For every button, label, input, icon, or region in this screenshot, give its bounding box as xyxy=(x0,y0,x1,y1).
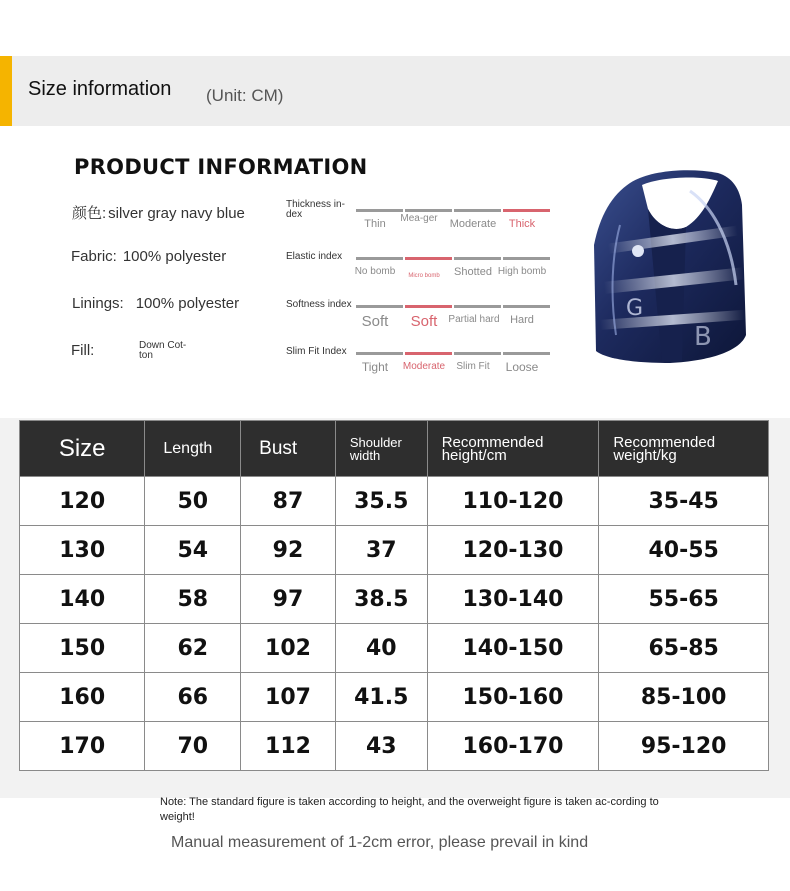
cell-recommended-weight: 85-100 xyxy=(599,673,769,722)
cell-recommended-height: 160-170 xyxy=(427,722,599,771)
measurement-disclaimer: Manual measurement of 1-2cm error, please prevail in kind xyxy=(171,834,589,851)
cell-size: 140 xyxy=(20,575,145,624)
cell-shoulder-width: 41.5 xyxy=(335,673,427,722)
thickness-index-scale xyxy=(286,199,556,246)
attribute-value: Down Cot-ton xyxy=(139,340,187,361)
attribute-fill xyxy=(71,340,187,361)
header-size: Size xyxy=(20,421,145,477)
scale-option: Tight xyxy=(361,360,389,374)
header-recommended-height xyxy=(427,421,599,477)
scale-option: Hard xyxy=(510,314,534,326)
header-length: Length xyxy=(145,421,241,477)
cell-shoulder-width: 40 xyxy=(335,624,427,673)
attribute-key: Fill: xyxy=(71,342,95,359)
softness-index-scale xyxy=(286,299,556,342)
scale-option: Partial hard xyxy=(448,314,500,325)
scale-label: Softness index xyxy=(286,299,352,310)
cell-length: 50 xyxy=(145,477,241,526)
cell-size: 160 xyxy=(20,673,145,722)
scale-segment xyxy=(454,305,501,308)
cell-size: 120 xyxy=(20,477,145,526)
cell-length: 62 xyxy=(145,624,241,673)
cell-recommended-height: 150-160 xyxy=(427,673,599,722)
slim-fit-index-scale xyxy=(286,346,556,389)
cell-size: 170 xyxy=(20,722,145,771)
table-header-row xyxy=(20,421,769,477)
cell-shoulder-width: 43 xyxy=(335,722,427,771)
cell-recommended-weight: 35-45 xyxy=(599,477,769,526)
scale-segment xyxy=(405,305,452,308)
scale-option: Moderate xyxy=(449,218,497,230)
header-shoulder-width xyxy=(335,421,427,477)
scale-track xyxy=(356,305,552,330)
header-shoulder-width-text: Shoulder width xyxy=(349,434,402,463)
svg-text:B: B xyxy=(694,322,712,352)
table-row xyxy=(20,575,769,624)
scale-segment xyxy=(405,352,452,355)
table-row xyxy=(20,477,769,526)
vest-product-image xyxy=(590,165,760,370)
attribute-value: 100% polyester xyxy=(122,248,227,265)
cell-bust: 97 xyxy=(241,575,336,624)
scale-label: Slim Fit Index xyxy=(286,346,347,357)
size-table xyxy=(19,420,769,771)
scale-segment xyxy=(356,209,403,212)
cell-bust: 87 xyxy=(241,477,336,526)
scale-label: Elastic index xyxy=(286,251,343,262)
size-note: Note: The standard figure is taken according to height, and the overweight figure is taken ac-cording to weight! xyxy=(160,796,659,823)
cell-recommended-height: 130-140 xyxy=(427,575,599,624)
scale-segment xyxy=(503,209,550,212)
cell-shoulder-width: 38.5 xyxy=(335,575,427,624)
product-information-title: PRODUCT INFORMATION xyxy=(74,155,368,179)
scale-option: Soft xyxy=(410,313,438,330)
scale-option: Mea-ger xyxy=(400,213,438,224)
cell-bust: 92 xyxy=(241,526,336,575)
banner-title: Size information xyxy=(28,78,172,100)
scale-option: Thin xyxy=(364,218,386,230)
scale-segment xyxy=(503,257,550,260)
scale-segment xyxy=(454,352,501,355)
cell-length: 70 xyxy=(145,722,241,771)
scale-option: Soft xyxy=(361,313,389,330)
scale-option: Shotted xyxy=(454,266,492,278)
attribute-fabric xyxy=(71,248,226,266)
cell-shoulder-width: 35.5 xyxy=(335,477,427,526)
header-bust: Bust xyxy=(241,421,336,477)
cell-recommended-height: 140-150 xyxy=(427,624,599,673)
scale-segment xyxy=(503,352,550,355)
scale-option: No bomb xyxy=(354,266,396,277)
elastic-index-scale xyxy=(286,251,556,294)
cell-size: 130 xyxy=(20,526,145,575)
cell-bust: 107 xyxy=(241,673,336,722)
header-recommended-weight-text: Recommended weight/kg xyxy=(613,433,716,464)
cell-length: 66 xyxy=(145,673,241,722)
table-row xyxy=(20,673,769,722)
table-row xyxy=(20,526,769,575)
cell-bust: 102 xyxy=(241,624,336,673)
scale-segment xyxy=(356,305,403,308)
scale-option: High bomb xyxy=(497,266,547,277)
attribute-key: Fabric: xyxy=(71,248,117,265)
table-row xyxy=(20,624,769,673)
scale-segment xyxy=(454,209,501,212)
scale-option: Moderate xyxy=(402,361,446,372)
header-recommended-weight xyxy=(599,421,769,477)
cell-recommended-weight: 95-120 xyxy=(599,722,769,771)
size-information-banner xyxy=(0,56,790,126)
table-row xyxy=(20,722,769,771)
scale-track xyxy=(356,352,552,374)
cell-length: 54 xyxy=(145,526,241,575)
cell-recommended-height: 110-120 xyxy=(427,477,599,526)
scale-label: Thickness in-dex xyxy=(286,199,345,220)
attribute-value: 100% polyester xyxy=(135,295,240,312)
scale-segment xyxy=(405,257,452,260)
attribute-key: 颜色: xyxy=(72,205,107,222)
banner-accent-bar xyxy=(0,56,12,126)
header-recommended-height-text: Recommended height/cm xyxy=(441,433,544,464)
scale-segment xyxy=(454,257,501,260)
cell-recommended-height: 120-130 xyxy=(427,526,599,575)
cell-shoulder-width: 37 xyxy=(335,526,427,575)
attribute-value: silver gray navy blue xyxy=(108,205,245,222)
cell-recommended-weight: 65-85 xyxy=(599,624,769,673)
attribute-color xyxy=(72,202,245,223)
svg-text:G: G xyxy=(626,296,644,321)
scale-option: Loose xyxy=(505,360,539,374)
cell-recommended-weight: 55-65 xyxy=(599,575,769,624)
banner-unit: (Unit: CM) xyxy=(206,86,284,105)
attribute-key: Linings: xyxy=(72,295,124,312)
cell-length: 58 xyxy=(145,575,241,624)
scale-segment xyxy=(356,257,403,260)
attribute-linings xyxy=(72,295,239,313)
cell-size: 150 xyxy=(20,624,145,673)
scale-segment xyxy=(405,209,452,212)
scale-track xyxy=(354,257,552,279)
scale-option: Micro bomb xyxy=(408,273,440,279)
scale-option: Slim Fit xyxy=(456,361,490,372)
scale-option: Thick xyxy=(508,218,536,230)
scale-track xyxy=(356,209,552,230)
cell-recommended-weight: 40-55 xyxy=(599,526,769,575)
scale-segment xyxy=(356,352,403,355)
scale-segment xyxy=(503,305,550,308)
cell-bust: 112 xyxy=(241,722,336,771)
